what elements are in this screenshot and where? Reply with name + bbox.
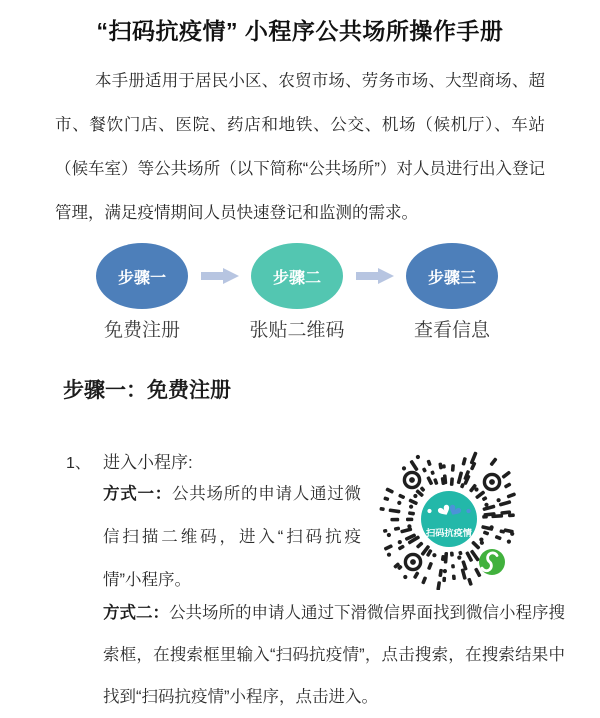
method-two-text: 公共场所的申请人通过下滑微信界面找到微信小程序搜索框，在搜索框里输入“扫码抗疫情”，点击搜索，在搜索结果中找到“扫码抗疫情”小程序，点击进入。 xyxy=(103,604,565,706)
step-circle-3 xyxy=(406,243,498,309)
method-one-label: 方式一： xyxy=(103,485,172,503)
step-circle-1 xyxy=(96,243,188,309)
intro-paragraph: 本手册适用于居民小区、农贸市场、劳务市场、大型商场、超市、餐饮门店、医院、药店和地铁、公交、机场（候机厅）、车站（候车室）等公共场所（以下简称“公共场所”）对人员进行出入登记管理，满足疫情期间人员快速登记和监测的需求。 xyxy=(55,72,545,222)
steps-diagram xyxy=(87,243,507,342)
step-label-1: 步骤一 xyxy=(117,269,166,287)
step-label-3: 步骤三 xyxy=(427,269,476,287)
section-heading: 步骤一：免费注册 xyxy=(63,379,231,402)
step-item-3 xyxy=(397,243,507,342)
qr-eye-icon xyxy=(404,472,419,487)
arrow-right-shape xyxy=(201,268,239,284)
step-circle-2 xyxy=(251,243,343,309)
step-item-1 xyxy=(87,243,197,342)
qr-code-image xyxy=(377,450,525,590)
arrow-right-shape xyxy=(356,268,394,284)
qr-eye-icon xyxy=(405,554,420,569)
qr-center-label: 扫码抗疫情 xyxy=(426,528,472,538)
step-item-2 xyxy=(242,243,352,342)
list-number: 1、 xyxy=(66,455,91,472)
method-one-paragraph xyxy=(103,473,361,602)
mini-program-icon xyxy=(479,549,505,575)
qr-center-badge xyxy=(421,491,477,547)
arrow-right-icon xyxy=(356,268,394,284)
step-label-2: 步骤二 xyxy=(272,269,321,287)
list-item-title: 进入小程序: xyxy=(103,453,193,472)
step-caption-2: 张贴二维码 xyxy=(249,320,345,341)
step-caption-3: 查看信息 xyxy=(413,320,490,341)
step-caption-1: 免费注册 xyxy=(103,320,180,341)
page-title: “扫码抗疫情” 小程序公共场所操作手册 xyxy=(96,18,504,44)
method-one-text: 公共场所的申请人通过微信扫描二维码，进入“扫码抗疫情”小程序。 xyxy=(103,485,361,589)
method-two-label: 方式二： xyxy=(103,604,169,622)
arrow-right-icon xyxy=(201,268,239,284)
method-two-paragraph xyxy=(103,592,565,718)
qr-eye-icon xyxy=(484,474,499,489)
